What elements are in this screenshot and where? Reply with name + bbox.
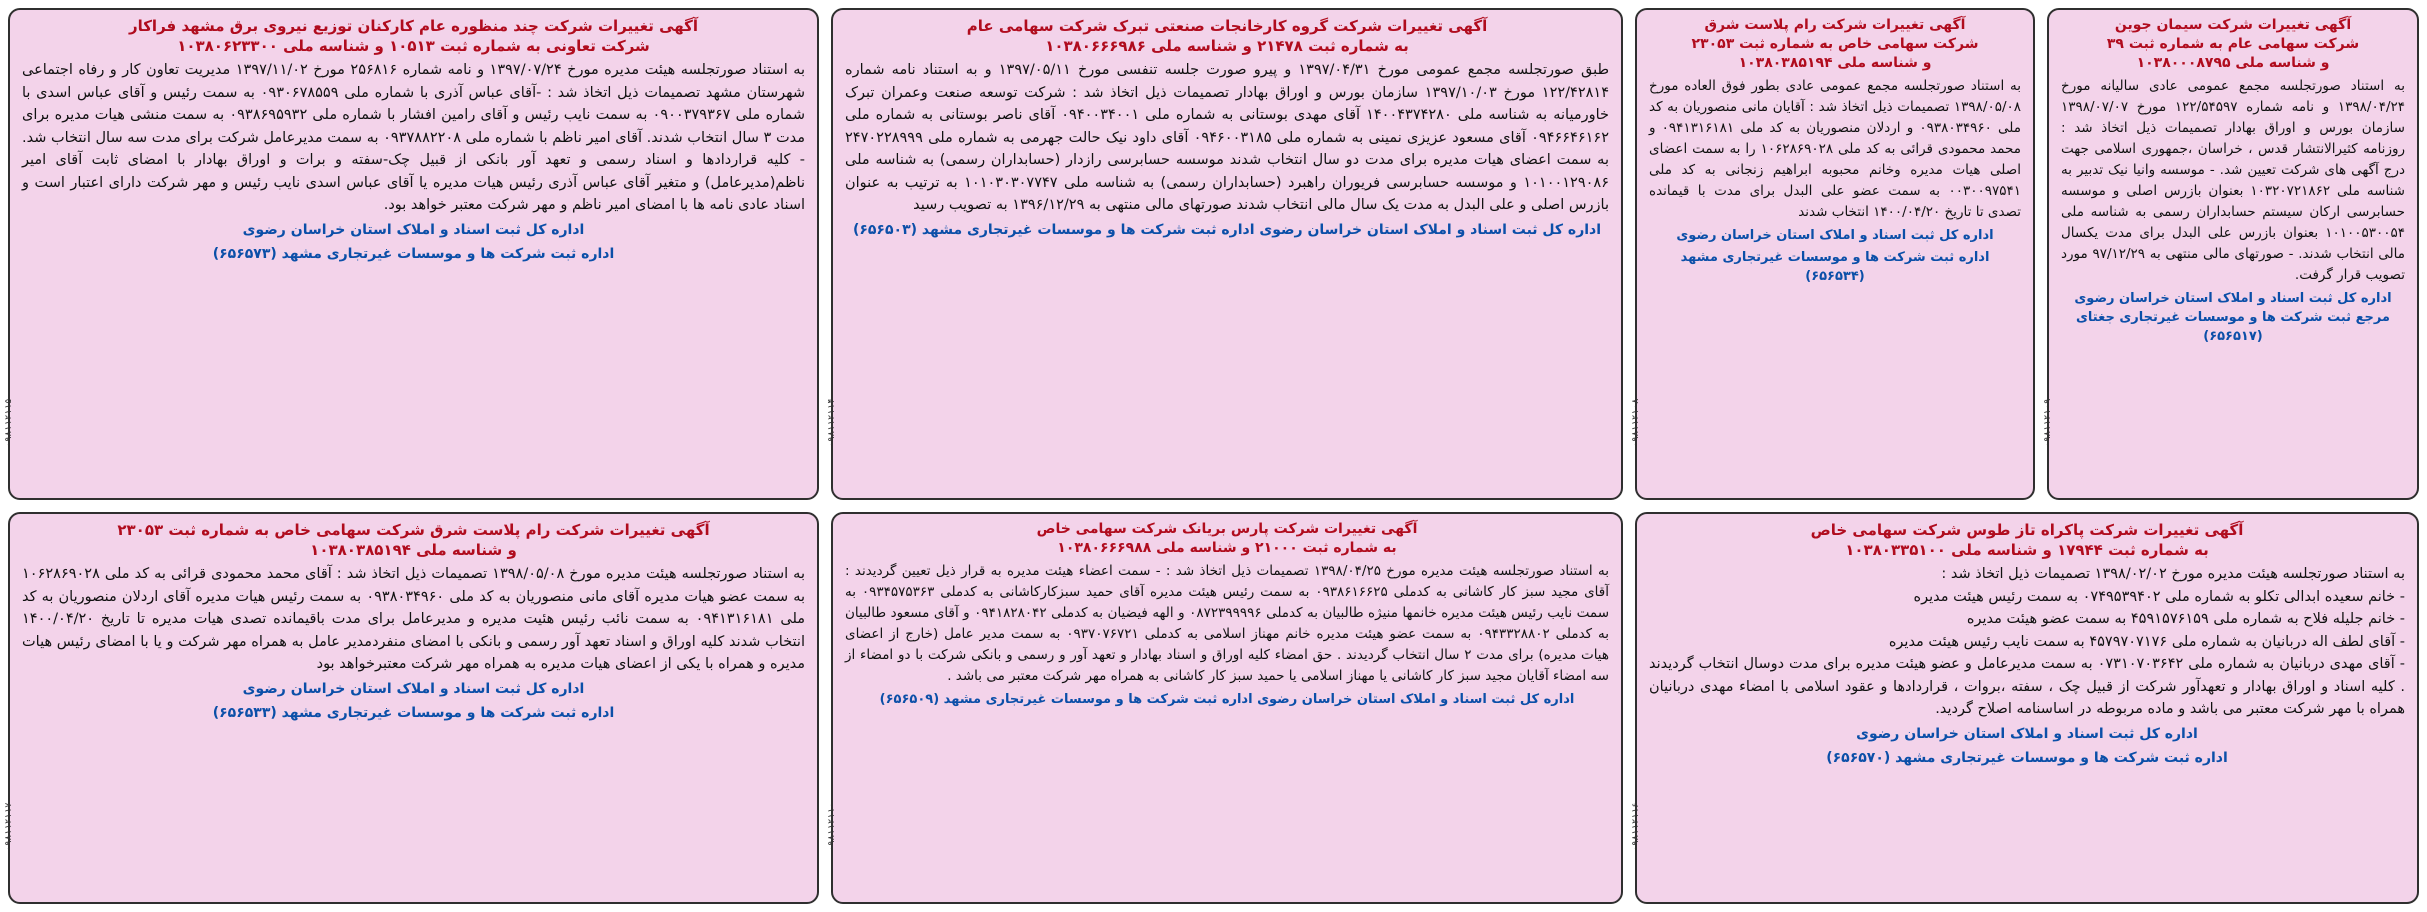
notice-body: طبق صورتجلسه مجمع عمومی مورخ ۱۳۹۷/۰۴/۳۱ و پیرو صورت جلسه تنفسی مورخ ۱۳۹۷/۰۵/۱۱ و به استناد نامه شماره ۱۲۲/۴۲۸۱۴ مورخ ۱۳۹۷/۱۰/۰۳ سازمان بورس و اوراق بهادار تصمیمات ذیل اتخاذ شد : شرکت توسعه صنعت وعمران تبرک خاورمیانه به شناسه ملی ۱۴۰۰۴۳۷۴۲۸۰ آقای مهدی بوستانی به شماره ملی ۰۹۴۰۰۳۴۰۰۱ آقای ناصر بوستانی به شماره ملی ۰۹۴۶۶۴۶۱۶۲ آقای مسعود عزیزی نمینی به شماره ملی ۰۹۴۶۰۰۳۱۸۵ آقای داود نیک حالت جهرمی به شماره ملی ۲۴۷۰۲۲۸۹۹۹ به سمت اعضای هیات مدیره برای مدت دو سال انتخاب شدند موسسه حسابرسی رازدار (حسابداران رسمی) به شناسه ملی ۱۰۱۰۰۱۲۹۰۸۶ و موسسه حسابرسی فریوران راهبرد (حسابداران رسمی) به شناسه ملی ۱۰۱۰۳۰۳۰۷۷۴۷ به ترتیب به عنوان بازرس اصلی و علی البدل به مدت یک سال مالی انتخاب شدند صورتهای مالی منتهی به ۱۳۹۶/۱۲/۲۹ به تصویب رسید [845, 62, 1609, 213]
notice-title: آگهی تغییرات شرکت رام پلاست شرق [1704, 17, 1966, 33]
notice-pakrah-taz-toos [1631, 512, 2419, 904]
notice-subtitle: و شناسه ملی ۱۰۳۸۰۳۸۵۱۹۴ [310, 541, 517, 559]
notice-footer: اداره کل ثبت اسناد و املاک استان خراسان رضوی اداره ثبت شرکت ها و موسسات غیرتجاری مشهد (۶۵۶۵۰۹) [879, 692, 1575, 707]
notice-code: ۰۹۸۱۱۲۱۱۷ [4, 802, 14, 852]
notice-title: آگهی تغییرات شرکت گروه کارخانجات صنعتی تبرک شرکت سهامی عام [966, 17, 1488, 35]
notice-footer: اداره کل ثبت اسناد و املاک استان خراسان رضوی [242, 680, 585, 697]
notice-tabarok [827, 8, 1623, 500]
notice-subtitle: شرکت سهامی عام به شماره ثبت ۳۹ [2106, 36, 2360, 52]
notice-code: ۰۹۸۱۱۲۱۰۹ [2043, 398, 2053, 448]
notice-body: به استناد صورتجلسه هیئت مدیره مورخ ۱۳۹۸/۰۴/۲۵ تصمیمات ذیل اتخاذ شد : - سمت اعضاء هیئت مدیره به قرار ذیل تعیین گردیدند : آقای مجید سبز کار کاشانی به کدملی ۰۹۳۸۶۱۶۶۲۵ به سمت رئیس هیئت مدیره آقای حمید سبزکارکاشانی به کدملی ۰۹۳۴۵۷۵۳۶۳ به سمت نایب رئیس هیئت مدیره خانمها منیژه طالبیان به کدملی ۰۸۷۲۳۹۹۹۹۶ و الهه فیضیان به کدملی ۰۹۴۱۸۲۸۰۴۲ و آقای مسعود طالبیان به کدملی ۰۹۴۳۳۲۸۸۰۲ به سمت عضو هیئت مدیره خانم مهناز اسلامی به کدملی ۰۹۳۷۰۷۶۷۲۱ به سمت مدیر عامل (خارج از اعضای هیات مدیره) برای مدت ۲ سال انتخاب گردیدند . حق امضاء کلیه اوراق و اسناد بهادار و تعهد آور و رسمی و بانکی شرکت با دو امضاء از سه امضاء آقایان مجید سبز کار کاشانی یا مهناز اسلامی یا حمید سبز کار کاشانی به همراه مهر شرکت معتبر می باشد . [845, 563, 1610, 684]
notice-body: به استناد صورتجلسه هیئت مدیره مورخ ۱۳۹۸/۰۲/۰۲ تصمیمات ذیل اتخاذ شد : - خانم سعیده ابدالی تکلو به شماره ملی ۰۷۴۹۵۳۹۴۰۲ به سمت رئیس هیئت مدیره - خانم جلیله فلاح به شماره ملی ۴۵۹۱۵۷۶۱۵۹ به سمت عضو هیئت مدیره - آقای لطف اله دربانیان به شماره ملی ۴۵۷۹۷۰۷۱۷۶ به سمت نایب رئیس هیئت مدیره - آقای مهدی دربانیان به شماره ملی ۰۷۳۱۰۷۰۳۶۴۲ به سمت مدیرعامل و عضو هیئت مدیره برای مدت دوسال انتخاب گردیدند . کلیه اسناد و اوراق بهادار و تعهدآور شرکت از قبیل چک ، سفته ،بروات ، قراردادها و عقود اسلامی با امضاء مهدی دربانیان همراه با مهر شرکت معتبر می باشد و ماده مربوطه در اساسنامه اصلاح گردید. [1649, 566, 2405, 717]
notice-footer: اداره ثبت شرکت ها و موسسات غیرتجاری مشهد (۶۵۶۵۳۴) [1680, 250, 1990, 284]
notice-title: آگهی تغییرات شرکت پارس بریانک شرکت سهامی خاص [1036, 521, 1418, 537]
notice-ram-plast-2 [4, 512, 819, 904]
notice-subtitle: به شماره ثبت ۲۱۰۰۰ و شناسه ملی ۱۰۳۸۰۶۶۶۹۸۸ [1057, 540, 1397, 556]
notice-subtitle: و شناسه ملی ۱۰۳۸۰۰۰۸۷۹۵ [2136, 55, 2330, 71]
notice-subtitle: به شماره ثبت ۱۷۹۴۴ و شناسه ملی ۱۰۳۸۰۳۳۵۱۰۰ [1845, 541, 2209, 559]
notice-footer: اداره کل ثبت اسناد و املاک استان خراسان رضوی [1676, 228, 1994, 243]
notice-siman-jovein [2043, 8, 2419, 500]
notice-title: آگهی تغییرات شرکت رام پلاست شرق شرکت سهامی خاص به شماره ثبت ۲۳۰۵۳ [117, 521, 710, 539]
notice-footer: اداره ثبت شرکت ها و موسسات غیرتجاری مشهد (۶۵۶۵۷۰) [1826, 749, 2228, 766]
notice-code: ۰۹۸۱۱۲۱۰۸ [1631, 398, 1641, 448]
notice-subtitle: و شناسه ملی ۱۰۳۸۰۳۸۵۱۹۴ [1738, 55, 1932, 71]
notice-title: آگهی تغییرات شرکت پاکراه تاز طوس شرکت سهامی خاص [1810, 521, 2244, 539]
notice-footer: اداره کل ثبت اسناد و املاک استان خراسان رضوی [1856, 725, 2198, 742]
notice-code: ۰۹۸۱۱۲۱۱۵ [4, 398, 14, 448]
notice-body: به استناد صورتجلسه مجمع عمومی عادی سالیانه مورخ ۱۳۹۸/۰۴/۲۴ و نامه شماره ۱۲۲/۵۴۵۹۷ مورخ ۱۳۹۸/۰۷/۰۷ سازمان بورس و اوراق بهادار تصمیمات ذیل اتخاذ شد : روزنامه کثیرالانتشار قدس ، خراسان ،جمهوری اسلامی جهت درج آگهی های شرکت تعیین شد. - موسسه وانیا نیک تدبیر به شناسه ملی ۱۰۳۲۰۷۲۱۸۶۲ بعنوان بازرس اصلی و موسسه حسابرسی ارکان سیستم حسابداران رسمی به شناسه ملی ۱۰۱۰۰۵۳۰۰۵۴ بعنوان بازرس علی البدل برای مدت یکسال مالی انتخاب شدند. - صورتهای مالی منتهی به ۹۷/۱۲/۲۹ مورد تصویب قرار گرفت. [2061, 78, 2405, 283]
notice-footer: اداره ثبت شرکت ها و موسسات غیرتجاری مشهد (۶۵۶۵۳۳) [212, 704, 615, 721]
notice-footer: اداره ثبت شرکت ها و موسسات غیرتجاری مشهد (۶۵۶۵۷۳) [212, 245, 615, 262]
notice-ram-plast-1 [1631, 8, 2035, 500]
notice-code: ۰۹۸۱۱۲۱۱۴ [827, 398, 837, 448]
notice-code: ۰۹۸۱۱۲۱۱۰ [827, 802, 837, 852]
notice-title: آگهی تغییرات شرکت سیمان جوین [2114, 17, 2352, 33]
notice-subtitle: شرکت تعاونی به شماره ثبت ۱۰۵۱۳ و شناسه ملی ۱۰۳۸۰۶۲۳۳۰۰ [177, 37, 650, 55]
notice-body: به استناد صورتجلسه هیئت مدیره مورخ ۱۳۹۸/۰۵/۰۸ تصمیمات ذیل اتخاذ شد : آقای محمد محمودی قرائی به کد ملی ۱۰۶۲۸۶۹۰۲۸ به سمت عضو هیات مدیره آقای مانی منصوریان به کد ملی ۰۹۳۸۰۳۴۹۶۰ به سمت رئیس هیات مدیره آقای اردلان منصوریان به کد ملی ۰۹۴۱۳۱۶۱۸۱ به سمت نائب رئیس هئیت مدیره و مدیرعامل برای مدت باقیمانده تصدی هیات مدیره تا تاریخ ۱۴۰۰/۰۴/۲۰ انتخاب شدند کلیه اوراق و اسناد تعهد آور رسمی و بانکی با امضای منفردمدیر عامل به همراه مهر شرکت و یا با امضای رئیس هیات مدیره و همراه با یکی از اعضای هیات مدیره به همراه مهر شرکت معتبرخواهد بود [22, 566, 806, 672]
notice-footer: اداره کل ثبت اسناد و املاک استان خراسان رضوی مرجع ثبت شرکت ها و موسسات غیرتجاری جغتای (۶۵۶۵۱۷) [2074, 291, 2392, 344]
notice-title: آگهی تغییرات شرکت چند منظوره عام کارکنان توزیع نیروی برق مشهد فراکار [128, 17, 699, 35]
notice-body: به استناد صورتجلسه هیئت مدیره مورخ ۱۳۹۷/۰۷/۲۴ و نامه شماره ۲۵۶۸۱۶ مورخ ۱۳۹۷/۱۱/۰۲ مدیریت تعاون کار و رفاه اجتماعی شهرستان مشهد تصمیمات ذیل اتخاذ شد : -آقای عباس آذری با شماره ملی ۰۹۳۰۶۷۸۵۵۹ به سمت رئیس و آقای عباس اسدی با شماره ملی ۰۹۰۰۳۷۹۳۶۷ به سمت نایب رئیس و آقای رامین افشار با شماره ملی ۰۹۳۸۶۹۵۹۳۲ به سمت منشی هیات مدیره برای مدت ۳ سال انتخاب شدند. آقای امیر ناظم با شماره ملی ۰۹۳۷۸۸۲۲۰۸ به سمت مدیرعامل شرکت برای مدت سه سال انتخاب شد. - کلیه قراردادها و اسناد رسمی و تعهد آور بانکی از قبیل چک-سفته و برات و اوراق بهادار با امضای ثابت آقای امیر ناظم(مدیرعامل) و متغیر آقای عباس آذری رئیس هیات مدیره یا آقای عباس اسدی نایب رئیس و مهر شرکت دارای اعتبار است و اسناد عادی نامه ها با امضای امیر ناظم و مهر شرکت معتبر خواهد بود. [22, 62, 806, 213]
notice-body: به استناد صورتجلسه مجمع عمومی عادی بطور فوق العاده مورخ ۱۳۹۸/۰۵/۰۸ تصمیمات ذیل اتخاذ شد : آقایان مانی منصوریان به کد ملی ۰۹۳۸۰۳۴۹۶۰ و اردلان منصوریان به کد ملی ۰۹۴۱۳۱۶۱۸۱ و محمد محمودی قرائی به کد ملی ۱۰۶۲۸۶۹۰۲۸ را به سمت اعضای اصلی هیات مدیره وخانم محبوبه ابراهیم زنجانی به کد ملی ۰۰۳۰۰۹۷۵۴۱ به سمت عضو علی البدل برای مدت با قیمانده تصدی تا تاریخ ۱۴۰۰/۰۴/۲۰ انتخاب شدند [1649, 78, 2022, 220]
notice-subtitle: شرکت سهامی خاص به شماره ثبت ۲۳۰۵۳ [1691, 36, 1979, 52]
notice-farakar [4, 8, 819, 500]
notice-footer: اداره کل ثبت اسناد و املاک استان خراسان رضوی اداره ثبت شرکت ها و موسسات غیرتجاری مشهد (۶۵۶۵۰۳) [852, 221, 1602, 238]
notice-code: ۰۹۸۱۱۲۱۱۶ [1631, 802, 1641, 852]
notice-subtitle: به شماره ثبت ۲۱۴۷۸ و شناسه ملی ۱۰۳۸۰۶۶۶۹۸۶ [1045, 37, 1409, 55]
notice-footer: اداره کل ثبت اسناد و املاک استان خراسان رضوی [242, 221, 585, 238]
notice-pars-biryank [827, 512, 1623, 904]
